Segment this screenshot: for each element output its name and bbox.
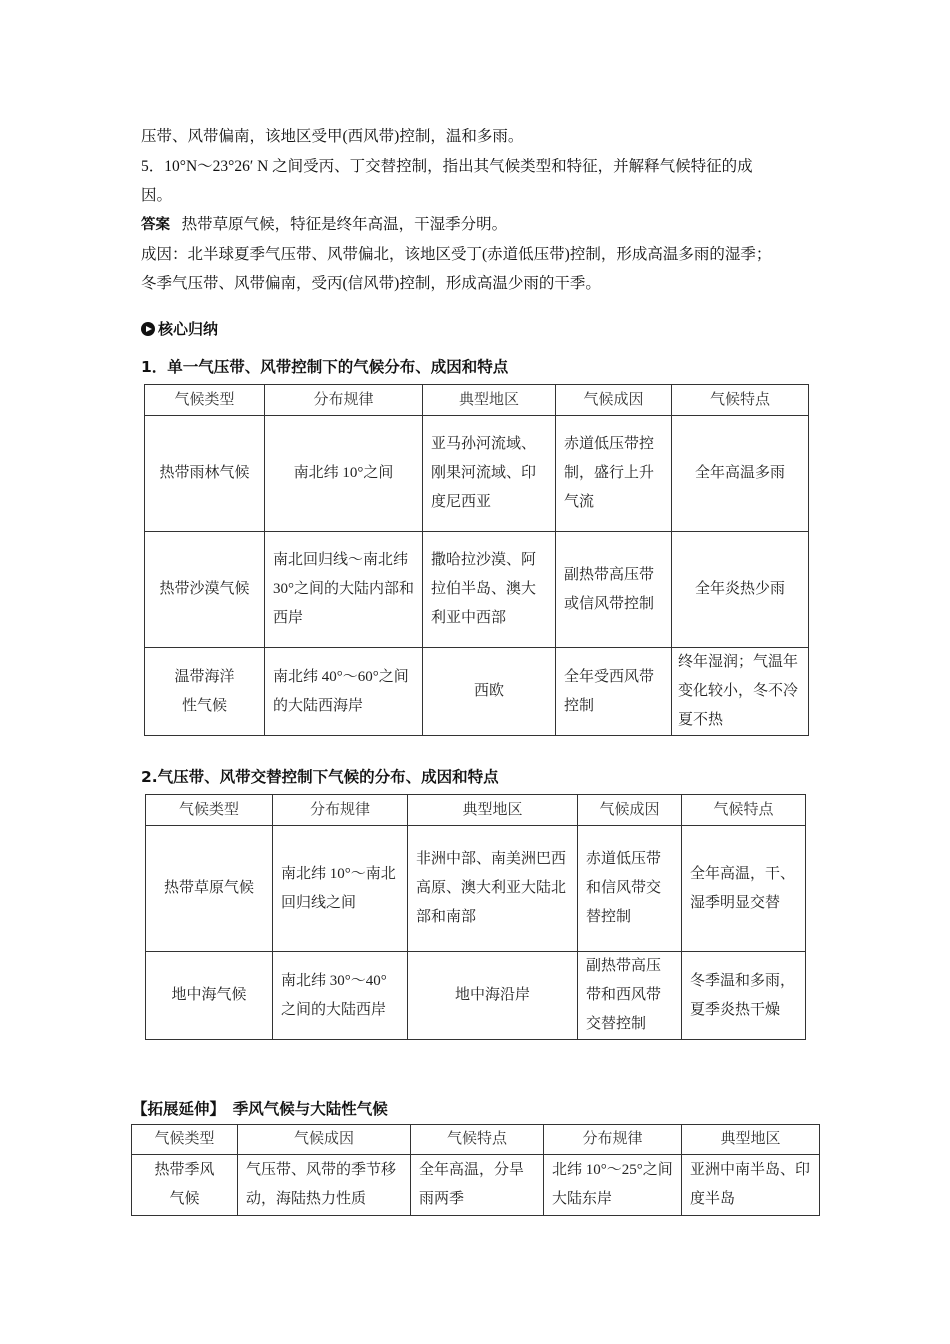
answer-text: 热带草原气候，特征是终年高温，干湿季分明。 <box>181 216 508 233</box>
header-cell: 分布规律 <box>273 795 408 826</box>
header-cell: 典型地区 <box>682 1125 820 1155</box>
table-cell: 热带季风气候 <box>132 1155 238 1216</box>
header-row <box>145 385 809 416</box>
header-cell: 气候类型 <box>146 795 273 826</box>
table-row <box>132 1155 820 1216</box>
table-cell: 南北纬 40°～60°之间的大陆西海岸 <box>265 648 423 736</box>
climate-table-1 <box>144 384 809 736</box>
table-cell: 全年炎热少雨 <box>672 532 809 648</box>
header-cell: 气候特点 <box>411 1125 544 1155</box>
table-cell: 北纬 10°～25°之间大陆东岸 <box>544 1155 682 1216</box>
table-cell: 全年高温多雨 <box>672 416 809 532</box>
table-row <box>146 952 806 1040</box>
header-cell: 气候特点 <box>672 385 809 416</box>
table-cell: 亚洲中南半岛、印度半岛 <box>682 1155 820 1216</box>
header-cell: 典型地区 <box>408 795 578 826</box>
header-cell: 分布规律 <box>544 1125 682 1155</box>
paragraph-line: 压带、风带偏南，该地区受甲(西风带)控制，温和多雨。 <box>141 128 524 145</box>
header-row <box>146 795 806 826</box>
table-cell: 非洲中部、南美洲巴西高原、澳大利亚大陆北部和南部 <box>408 826 578 952</box>
question-5-line: 5．10°N～23°26′ N 之间受丙、丁交替控制，指出其气候类型和特征，并解释气候特征的成 <box>141 158 753 175</box>
cause-line: 冬季气压带、风带偏南，受丙(信风带)控制，形成高温少雨的干季。 <box>141 275 601 292</box>
header-cell: 气候类型 <box>145 385 265 416</box>
play-circle-icon <box>141 322 155 336</box>
table-cell: 冬季温和多雨，夏季炎热干燥 <box>682 952 806 1040</box>
table-cell: 热带沙漠气候 <box>145 532 265 648</box>
table-cell: 撒哈拉沙漠、阿拉伯半岛、澳大利亚中西部 <box>423 532 556 648</box>
table-cell: 南北纬 30°～40°之间的大陆西岸 <box>273 952 408 1040</box>
table2-title: 2.气压带、风带交替控制下气候的分布、成因和特点 <box>141 768 499 786</box>
answer-line <box>141 210 507 240</box>
table-cell: 副热带高压带或信风带控制 <box>556 532 672 648</box>
table-cell: 南北纬 10°之间 <box>265 416 423 532</box>
table1-title: 1．单一气压带、风带控制下的气候分布、成因和特点 <box>141 358 509 376</box>
question-5-line: 因。 <box>141 187 173 204</box>
table-cell: 副热带高压带和西风带交替控制 <box>578 952 682 1040</box>
table-cell: 赤道低压带控制，盛行上升气流 <box>556 416 672 532</box>
table-cell: 南北回归线～南北纬 30°之间的大陆内部和西岸 <box>265 532 423 648</box>
table-row <box>146 826 806 952</box>
table-cell: 全年高温，分旱雨两季 <box>411 1155 544 1216</box>
header-cell: 气候成因 <box>556 385 672 416</box>
table-row <box>145 532 809 648</box>
table-cell: 全年受西风带控制 <box>556 648 672 736</box>
answer-label: 答案 <box>141 217 170 233</box>
header-cell: 气候成因 <box>238 1125 411 1155</box>
table-row <box>145 648 809 736</box>
climate-table-3 <box>131 1124 820 1216</box>
climate-table-2 <box>145 794 806 1040</box>
header-cell: 气候成因 <box>578 795 682 826</box>
table-cell: 西欧 <box>423 648 556 736</box>
table-cell: 南北纬 10°～南北回归线之间 <box>273 826 408 952</box>
table-cell: 温带海洋性气候 <box>145 648 265 736</box>
cause-line: 成因：北半球夏季气压带、风带偏北，该地区受丁(赤道低压带)控制，形成高温多雨的湿季； <box>141 246 772 263</box>
header-row <box>132 1125 820 1155</box>
table-cell: 热带雨林气候 <box>145 416 265 532</box>
table-row <box>145 416 809 532</box>
table-cell: 全年高温，干、湿季明显交替 <box>682 826 806 952</box>
section-title: 核心归纳 <box>158 320 219 338</box>
header-cell: 分布规律 <box>265 385 423 416</box>
table-cell: 赤道低压带和信风带交替控制 <box>578 826 682 952</box>
header-cell: 气候类型 <box>132 1125 238 1155</box>
table-cell: 地中海沿岸 <box>408 952 578 1040</box>
table-cell: 亚马孙河流域、刚果河流域、印度尼西亚 <box>423 416 556 532</box>
table-cell: 热带草原气候 <box>146 826 273 952</box>
table-cell: 终年湿润；气温年变化较小，冬不冷夏不热 <box>672 648 809 736</box>
table-cell: 地中海气候 <box>146 952 273 1040</box>
header-cell: 气候特点 <box>682 795 806 826</box>
table3-title: 【拓展延伸】 季风气候与大陆性气候 <box>132 1100 388 1118</box>
table-cell: 气压带、风带的季节移动，海陆热力性质 <box>238 1155 411 1216</box>
header-cell: 典型地区 <box>423 385 556 416</box>
section-heading <box>141 318 218 339</box>
